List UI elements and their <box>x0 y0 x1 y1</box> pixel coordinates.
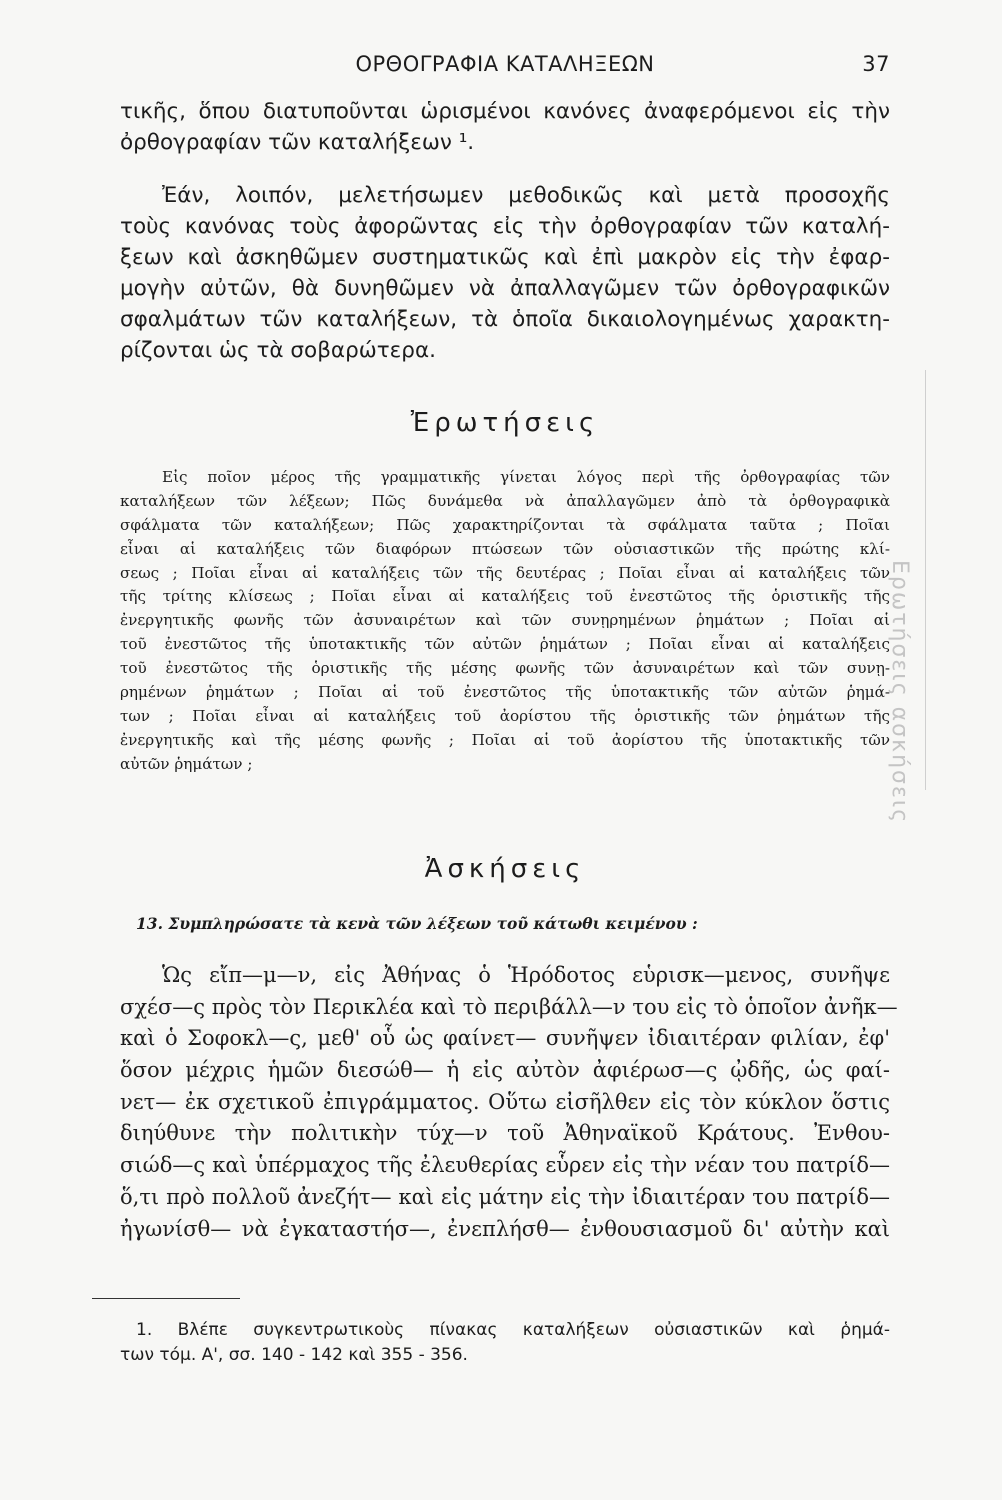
text-line: σφαλμάτων τῶν καταλήξεων, τὰ ὁποῖα δικαιολογημένως χαρακτη- <box>120 307 890 332</box>
text-line: ρίζονται ὡς τὰ σοβαρώτερα. <box>120 338 436 363</box>
question-line: τοῦ ἐνεστῶτος τῆς ὁριστικῆς τῆς μέσης φωνῆς τῶν ἀσυναιρέτων καὶ τῶν συνῃ- <box>120 659 890 678</box>
exercise-instruction: 13. Συμπληρώσατε τὰ κενὰ τῶν λέξεων τοῦ κάτωθι κειμένου : <box>136 914 698 933</box>
question-line: τῆς τρίτης κλίσεως ; Ποῖαι εἶναι αἱ καταλήξεις τοῦ ἐνεστῶτος τῆς ὁριστικῆς τῆς <box>120 587 890 606</box>
exercise-line: ὅ,τι πρὸ πολλοῦ ἀνεζήτ— καὶ εἰς μάτην εἰς τὴν ἰδιαιτέραν του πατρίδ— <box>120 1184 890 1209</box>
exercise-line: ὅσον μέχρις ἡμῶν διεσώθ— ἡ εἰς αὐτὸν ἀφιέρωσ—ς ᾠδῆς, ὡς φαί- <box>120 1058 890 1083</box>
question-line: των ; Ποῖαι εἶναι αἱ καταλήξεις τοῦ ἀορίστου τῆς ὁριστικῆς τῶν ῥημάτων τῆς <box>120 706 890 725</box>
text-line: ὀρθογραφίαν τῶν καταλήξεων ¹. <box>120 130 475 155</box>
footnote-line: 1. Βλέπε συγκεντρωτικοὺς πίνακας καταλήξεων οὐσιαστικῶν καὶ ῥημά- <box>136 1320 890 1340</box>
running-header <box>120 52 890 84</box>
intro-paragraph-1 <box>120 96 890 158</box>
chapter-title: ΟΡΘΟΓΡΑΦΙΑ ΚΑΤΑΛΗΞΕΩΝ <box>355 52 655 76</box>
page-number: 37 <box>862 52 890 76</box>
footnote-line: των τόμ. Α', σσ. 140 - 142 καὶ 355 - 356. <box>120 1345 468 1365</box>
exercise-line: Ὡς εἴπ—μ—ν, εἰς Ἀθήνας ὁ Ἡρόδοτος εὑρισκ—μενος, συνῆψε <box>162 963 890 987</box>
text-line: Ἐάν, λοιπόν, μελετήσωμεν μεθοδικῶς καὶ μετὰ προσοχῆς <box>162 183 890 208</box>
exercise-line: σχέσ—ς πρὸς τὸν Περικλέα καὶ τὸ περιβάλλ—ν του εἰς τὸ ὁποῖον ἀνῆκ— <box>120 994 898 1019</box>
question-line: τοῦ ἐνεστῶτος τῆς ὑποτακτικῆς τῶν αὐτῶν ῥημάτων ; Ποῖαι εἶναι αἱ καταλήξεις <box>120 635 890 654</box>
footnote-divider <box>92 1298 240 1299</box>
exercise-line: ἠγωνίσθ— νὰ ἐγκαταστήσ—, ἐνεπλήσθ— ἐνθουσιασμοῦ δι' αὐτὴν καὶ <box>120 1216 890 1241</box>
question-line: καταλήξεων τῶν λέξεων; Πῶς δυνάμεθα νὰ ἀπαλλαγῶμεν ἀπὸ τὰ ὀρθογραφικὰ <box>120 491 890 510</box>
question-line: ρημένων ῥημάτων ; Ποῖαι αἱ τοῦ ἐνεστῶτος τῆς ὑποτακτικῆς τῶν αὐτῶν ῥημά- <box>120 683 890 702</box>
question-line: ἐνεργητικῆς καὶ τῆς μέσης φωνῆς ; Ποῖαι αἱ τοῦ ἀορίστου τῆς ὑποτακτικῆς τῶν <box>120 730 890 749</box>
exercise-line: σιώδ—ς καὶ ὑπέρμαχος τῆς ἐλευθερίας εὗρεν εἰς τὴν νέαν του πατρίδ— <box>120 1153 890 1178</box>
handwritten-margin-note: Ερωτήσεις ασκήσεις <box>887 560 912 825</box>
question-line: ἐνεργητικῆς φωνῆς τῶν ἀσυναιρέτων καὶ τῶν συνῃρημένων ῥημάτων ; Ποῖαι αἱ <box>120 611 890 630</box>
exercises-heading: Ἀσκήσεις <box>424 854 586 884</box>
exercise-line: διηύθυνε τὴν πολιτικὴν τύχ—ν τοῦ Ἀθηναϊκοῦ Κράτους. Ἐνθου- <box>120 1121 890 1146</box>
questions-block <box>120 466 890 777</box>
text-line: τικῆς, ὅπου διατυποῦνται ὡρισμένοι κανόνες ἀναφερόμενοι εἰς τὴν <box>120 99 890 124</box>
text-line: ξεων καὶ ἀσκηθῶμεν συστηματικῶς καὶ ἐπὶ μακρὸν εἰς τὴν ἐφαρ- <box>120 245 890 270</box>
question-line: σεως ; Ποῖαι εἶναι αἱ καταλήξεις τῶν τῆς δευτέρας ; Ποῖαι εἶναι αἱ καταλήξεις τῶν <box>120 563 890 582</box>
question-line: σφάλματα τῶν καταλήξεων; Πῶς χαρακτηρίζονται τὰ σφάλματα ταῦτα ; Ποῖαι <box>120 515 890 534</box>
question-line: αὐτῶν ῥημάτων ; <box>120 754 253 773</box>
footnote <box>120 1318 890 1368</box>
margin-bracket <box>925 370 966 790</box>
questions-heading: Ἐρωτήσεις <box>410 408 600 438</box>
text-line: τοὺς κανόνας τοὺς ἀφορῶντας εἰς τὴν ὀρθογραφίαν τῶν καταλή- <box>120 214 890 239</box>
exercise-text <box>120 960 898 1245</box>
question-line: Εἰς ποῖον μέρος τῆς γραμματικῆς γίνεται λόγος περὶ τῆς ὀρθογραφίας τῶν <box>162 468 890 486</box>
text-line: μογὴν αὐτῶν, θὰ δυνηθῶμεν νὰ ἀπαλλαγῶμεν τῶν ὀρθογραφικῶν <box>120 276 890 301</box>
exercise-line: καὶ ὁ Σοφοκλ—ς, μεθ' οὗ ὡς φαίνετ— συνῆψεν ἰδιαιτέραν φιλίαν, ἐφ' <box>120 1026 890 1051</box>
exercise-line: νετ— ἐκ σχετικοῦ ἐπιγράμματος. Οὕτω εἰσῆλθεν εἰς τὸν κύκλον ὅστις <box>120 1089 890 1114</box>
question-line: εἶναι αἱ καταλήξεις τῶν διαφόρων πτώσεων τῶν οὐσιαστικῶν τῆς πρώτης κλί- <box>120 539 890 558</box>
intro-paragraph-2 <box>120 180 890 366</box>
